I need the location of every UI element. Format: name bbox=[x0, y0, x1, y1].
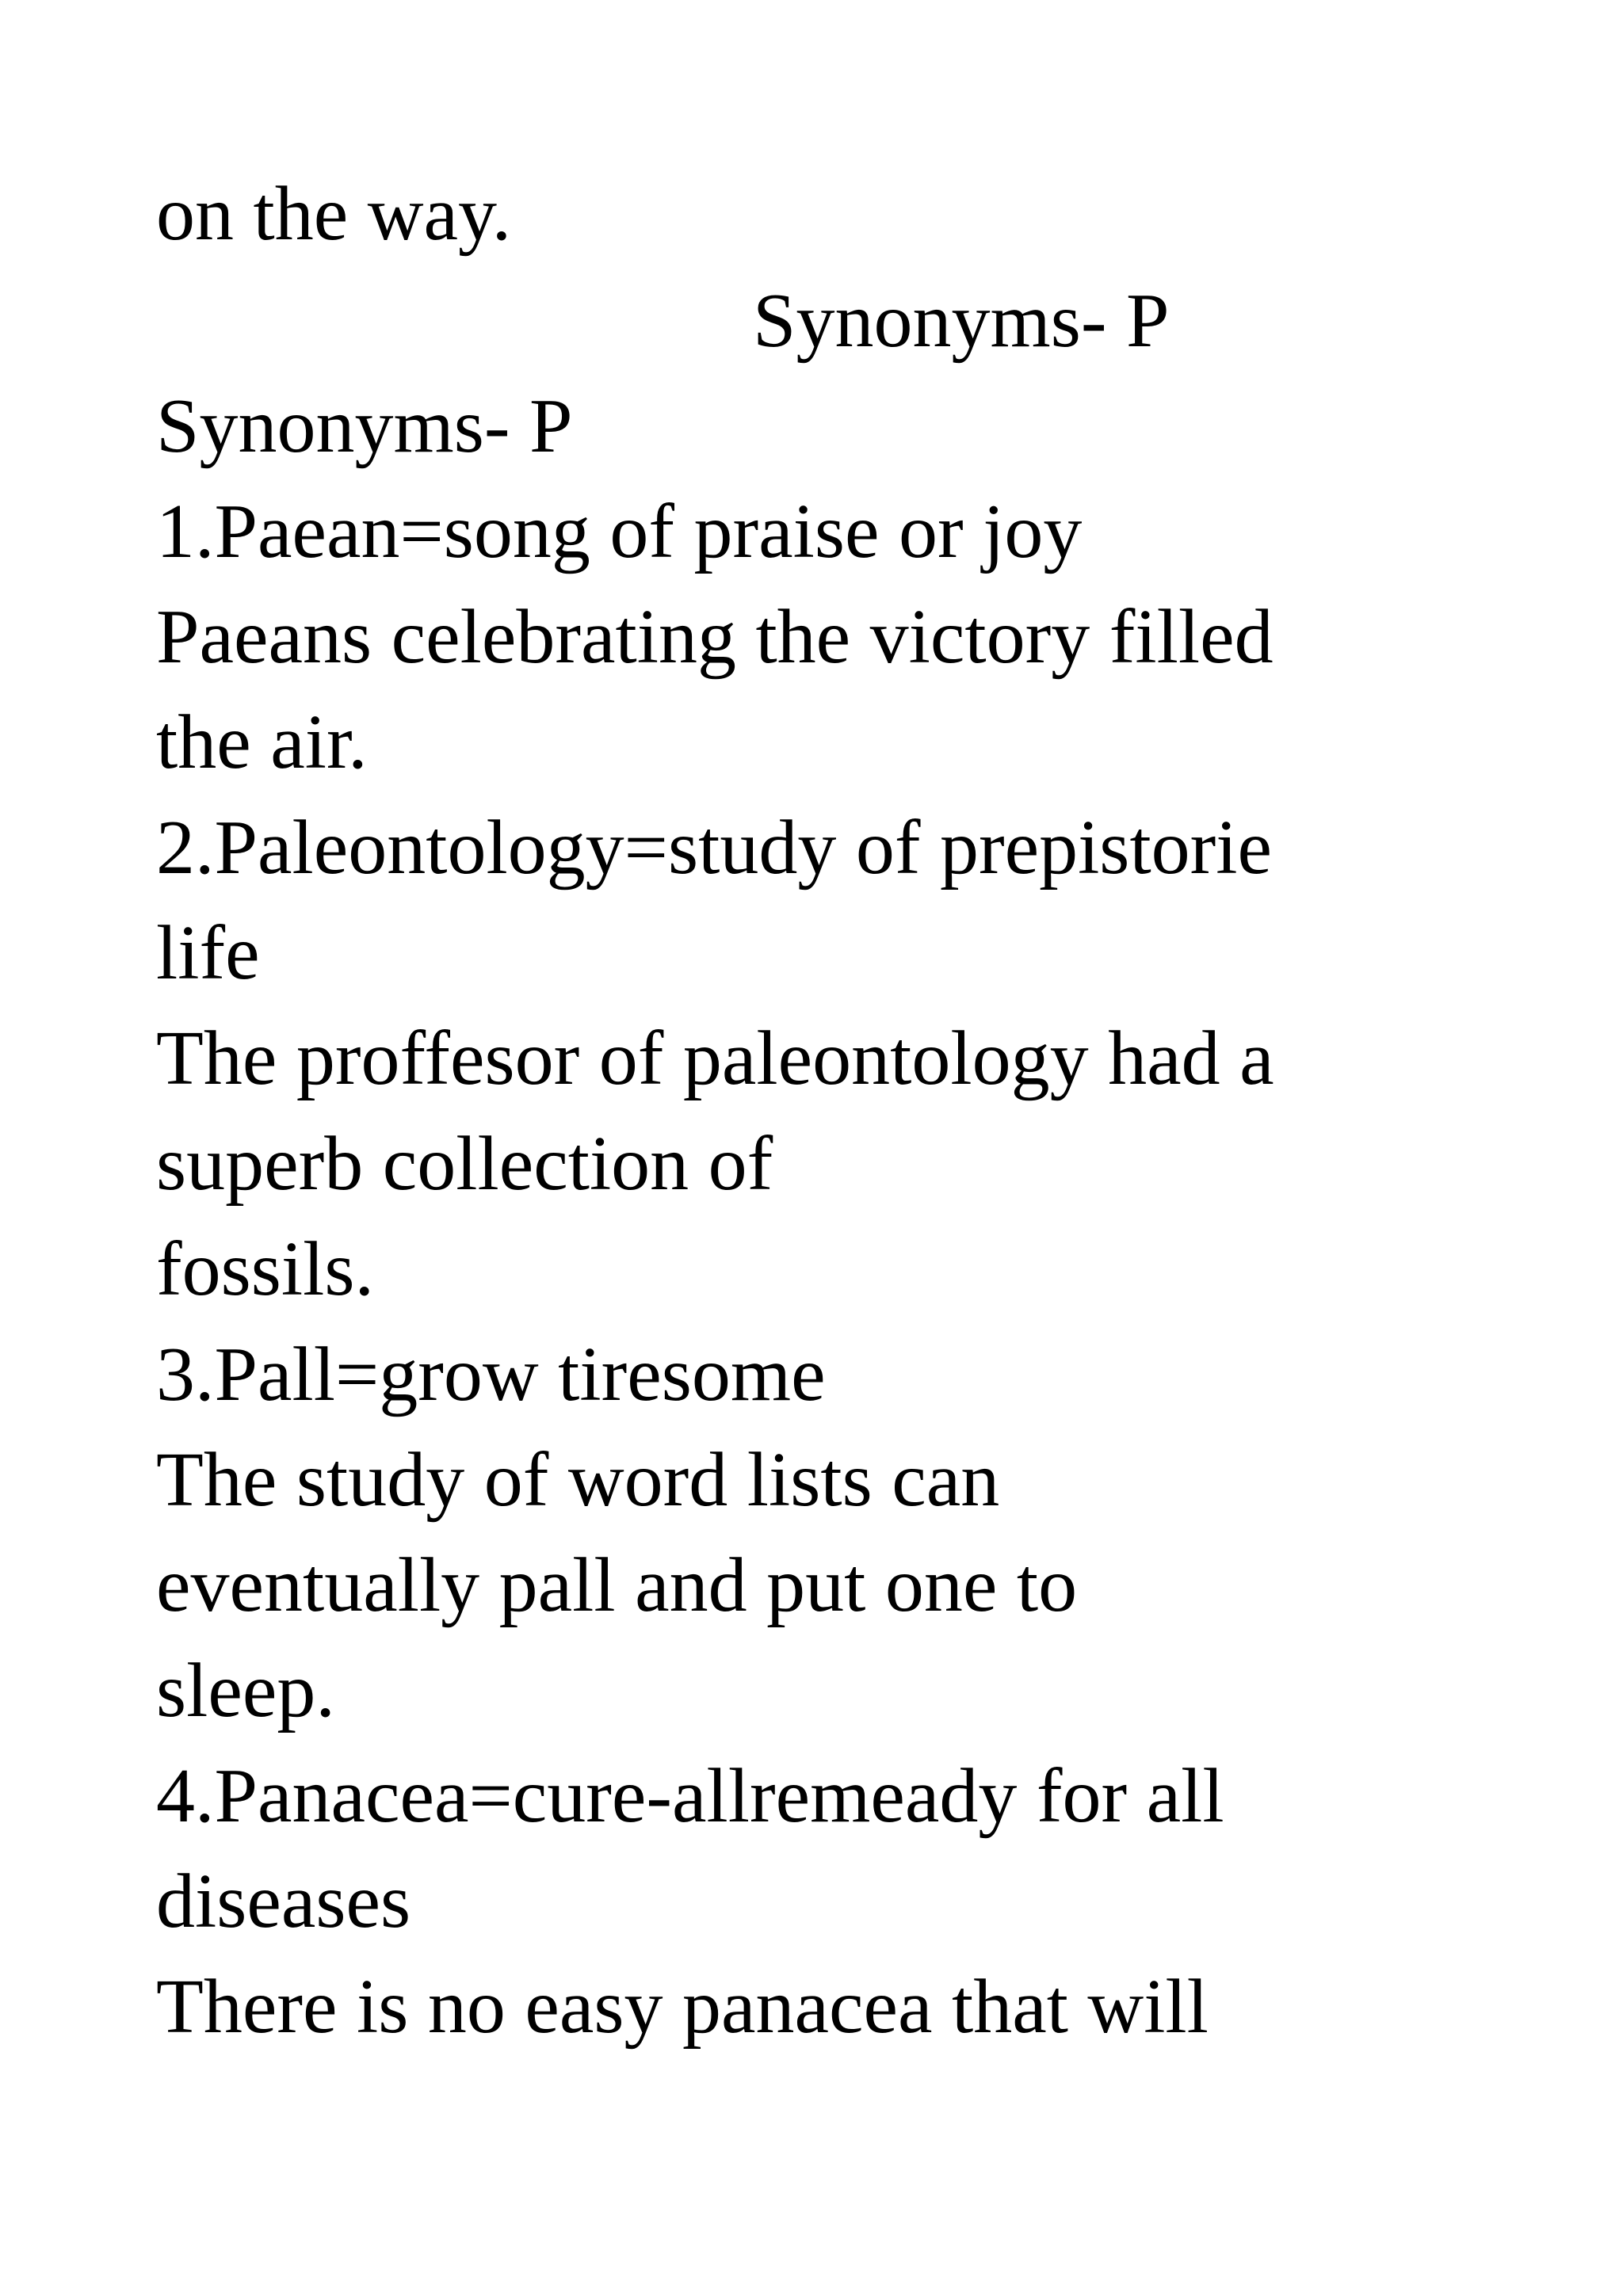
term-definition: 1.Paean=song of praise or joy bbox=[156, 489, 1083, 574]
example-sentence: fossils. bbox=[156, 1226, 375, 1312]
example-sentence: sleep. bbox=[156, 1648, 335, 1733]
example-sentence: The study of word lists can bbox=[156, 1437, 1000, 1523]
text-line: on the way. bbox=[156, 171, 512, 257]
example-sentence: the air. bbox=[156, 700, 368, 785]
section-heading: Synonyms- P bbox=[753, 278, 1170, 364]
example-sentence: The proffesor of paleontology had a bbox=[156, 1016, 1274, 1101]
example-sentence: There is no easy panacea that will bbox=[156, 1964, 1209, 2050]
section-title: Synonyms- P bbox=[156, 383, 573, 469]
term-definition: 3.Pall=grow tiresome bbox=[156, 1332, 826, 1417]
term-definition: 4.Panacea=cure-allremeady for all bbox=[156, 1753, 1224, 1839]
example-sentence: Paeans celebrating the victory filled bbox=[156, 594, 1274, 680]
example-sentence: superb collection of bbox=[156, 1121, 773, 1207]
term-definition: 2.Paleontology=study of prepistorie bbox=[156, 805, 1273, 891]
term-definition: life bbox=[156, 910, 260, 996]
example-sentence: eventually pall and put one to bbox=[156, 1543, 1078, 1628]
term-definition: diseases bbox=[156, 1859, 411, 1944]
